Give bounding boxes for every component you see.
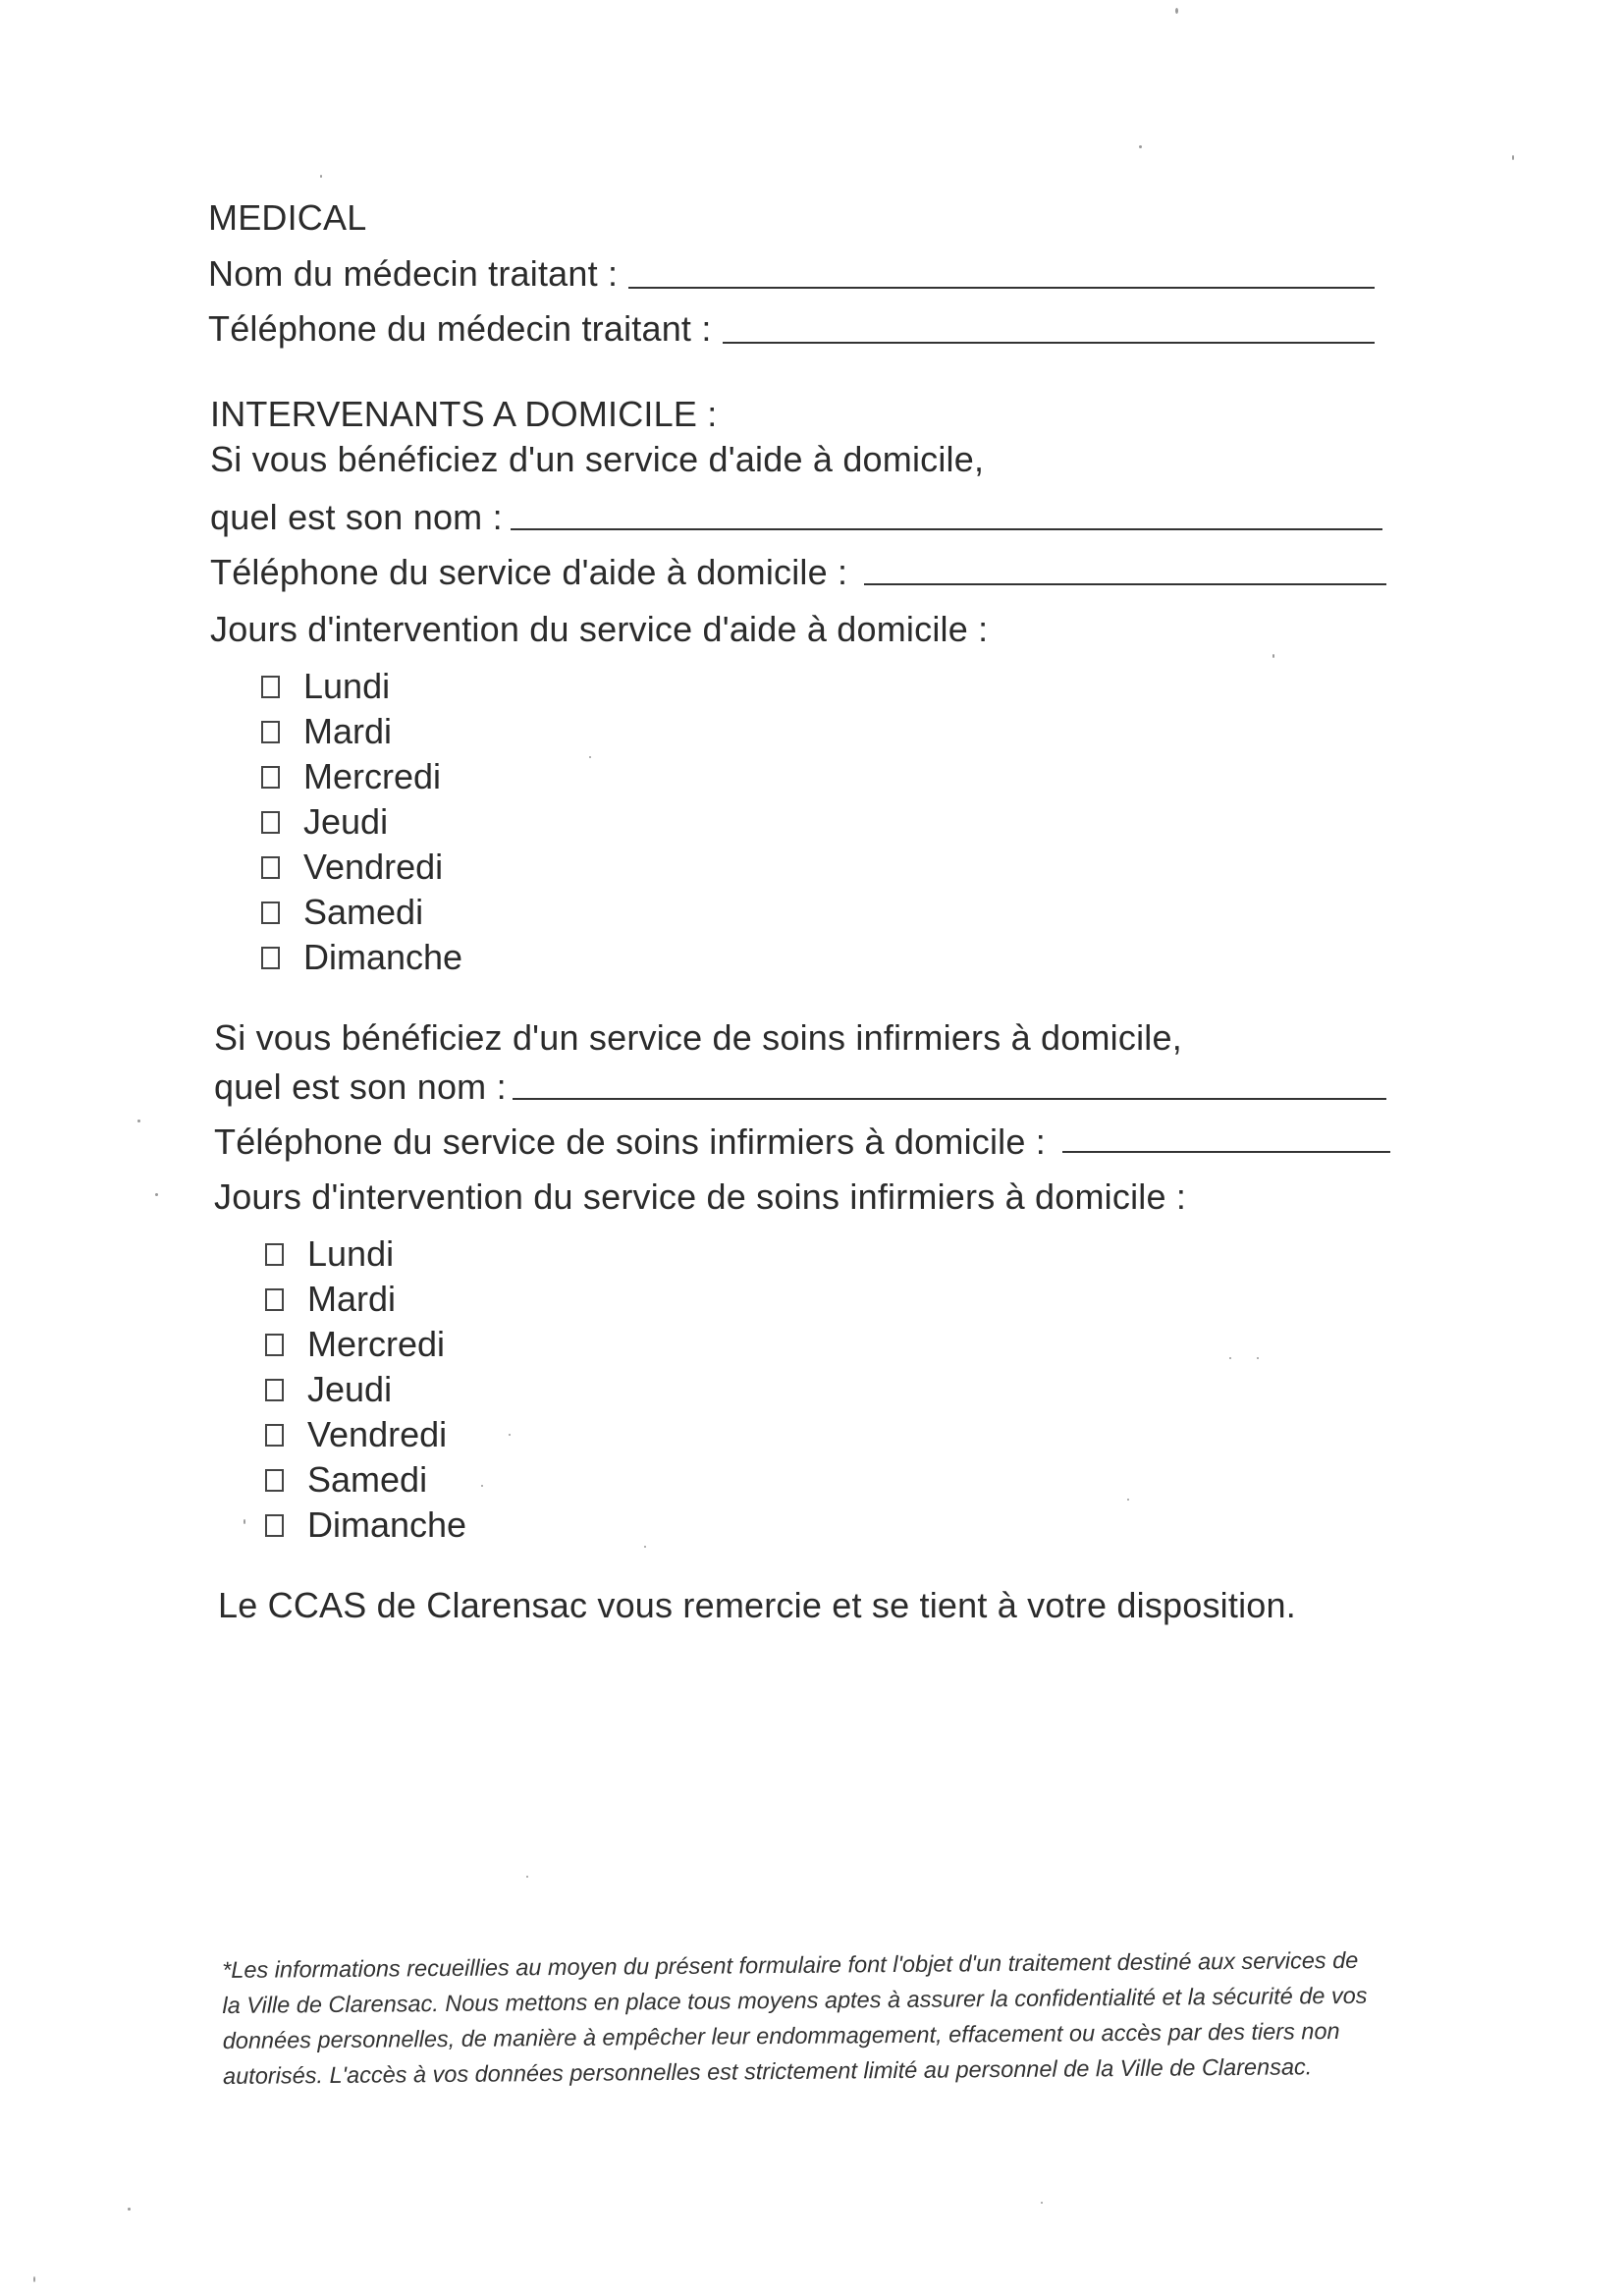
day-label: Mercredi — [303, 756, 442, 796]
day-label: Lundi — [307, 1233, 395, 1274]
nursing-phone-label: Téléphone du service de soins infirmiers à domicile : — [214, 1121, 1046, 1162]
home-help-day-sunday — [261, 935, 462, 980]
nursing-name-field[interactable] — [513, 1098, 1386, 1100]
nursing-intro: Si vous bénéficiez d'un service de soins infirmiers à domicile, — [214, 1017, 1182, 1058]
checkbox-thursday[interactable] — [261, 811, 280, 834]
scan-speck — [137, 1120, 140, 1122]
scan-speck — [481, 1485, 483, 1487]
scan-speck — [1512, 155, 1514, 160]
checkbox-friday[interactable] — [265, 1424, 284, 1447]
scan-speck — [1041, 2202, 1043, 2204]
day-label: Dimanche — [303, 937, 463, 977]
day-label: Lundi — [303, 666, 391, 706]
home-help-days-label: Jours d'intervention du service d'aide à domicile : — [210, 609, 989, 649]
privacy-notice: *Les informations recueillies au moyen du présent formulaire font l'objet d'un traitement destiné aux services de la Ville de Clarensac. Nous mettons en place tous moyens aptes à assurer la confidentialité et la sécurité de vos données personnelles, de manière à empêcher leur endommagement, effacement ou accès par des tiers non autorisés. L'accès à vos données personnelles est strictement limité au personnel de la Ville de Clarensac. — [222, 1946, 1368, 2089]
checkbox-sunday[interactable] — [265, 1514, 284, 1537]
day-label: Vendredi — [303, 847, 444, 887]
closing-message: Le CCAS de Clarensac vous remercie et se tient à votre disposition. — [218, 1585, 1296, 1625]
scan-speck — [526, 1876, 528, 1878]
checkbox-tuesday[interactable] — [261, 721, 280, 743]
nursing-day-thursday — [265, 1367, 466, 1412]
medical-heading: MEDICAL — [208, 197, 367, 238]
day-label: Mardi — [303, 711, 393, 751]
nursing-days-list — [265, 1231, 466, 1548]
checkbox-friday[interactable] — [261, 856, 280, 879]
doctor-phone-label: Téléphone du médecin traitant : — [208, 308, 712, 349]
scan-speck — [509, 1434, 511, 1436]
nursing-day-monday — [265, 1231, 466, 1277]
checkbox-sunday[interactable] — [261, 947, 280, 969]
home-help-day-tuesday — [261, 709, 462, 754]
checkbox-wednesday[interactable] — [265, 1334, 284, 1356]
checkbox-monday[interactable] — [261, 676, 280, 698]
day-label: Mercredi — [307, 1324, 446, 1364]
day-label: Jeudi — [307, 1369, 393, 1409]
scan-speck — [1139, 145, 1142, 148]
checkbox-thursday[interactable] — [265, 1379, 284, 1401]
doctor-name-label: Nom du médecin traitant : — [208, 253, 619, 294]
home-help-name-label: quel est son nom : — [210, 497, 503, 537]
day-label: Samedi — [307, 1459, 428, 1500]
scan-speck — [1127, 1499, 1129, 1501]
scan-speck — [1272, 654, 1274, 658]
home-help-phone-label: Téléphone du service d'aide à domicile : — [210, 552, 848, 592]
checkbox-tuesday[interactable] — [265, 1288, 284, 1311]
nursing-day-wednesday — [265, 1322, 466, 1367]
home-help-day-wednesday — [261, 754, 462, 799]
checkbox-monday[interactable] — [265, 1243, 284, 1266]
scan-speck — [1257, 1357, 1259, 1359]
nursing-day-saturday — [265, 1457, 466, 1503]
checkbox-saturday[interactable] — [265, 1469, 284, 1492]
home-help-intro: Si vous bénéficiez d'un service d'aide à domicile, — [210, 439, 985, 479]
nursing-day-tuesday — [265, 1277, 466, 1322]
scan-speck — [1175, 8, 1178, 14]
home-help-day-saturday — [261, 890, 462, 935]
nursing-phone-field[interactable] — [1062, 1151, 1390, 1153]
day-label: Dimanche — [307, 1504, 467, 1545]
doctor-name-field[interactable] — [628, 287, 1375, 289]
home-help-heading: INTERVENANTS A DOMICILE : — [210, 394, 718, 434]
scan-speck — [1229, 1357, 1231, 1359]
home-help-day-thursday — [261, 799, 462, 845]
day-label: Jeudi — [303, 801, 389, 842]
scan-speck — [244, 1519, 245, 1524]
home-help-day-friday — [261, 845, 462, 890]
home-help-phone-field[interactable] — [864, 583, 1386, 585]
home-help-days-list — [261, 664, 462, 980]
doctor-phone-field[interactable] — [723, 342, 1375, 344]
day-label: Mardi — [307, 1279, 397, 1319]
scan-speck — [155, 1193, 158, 1196]
nursing-name-label: quel est son nom : — [214, 1066, 507, 1107]
checkbox-saturday[interactable] — [261, 902, 280, 924]
scan-speck — [644, 1546, 646, 1548]
home-help-name-field[interactable] — [511, 528, 1382, 530]
checkbox-wednesday[interactable] — [261, 766, 280, 789]
day-label: Samedi — [303, 892, 424, 932]
home-help-day-monday — [261, 664, 462, 709]
scan-speck — [320, 175, 322, 178]
nursing-days-label: Jours d'intervention du service de soins infirmiers à domicile : — [214, 1176, 1187, 1217]
scan-speck — [33, 2276, 35, 2282]
day-label: Vendredi — [307, 1414, 448, 1454]
nursing-day-sunday — [265, 1503, 466, 1548]
nursing-day-friday — [265, 1412, 466, 1457]
scan-speck — [589, 756, 591, 758]
scan-speck — [128, 2208, 131, 2211]
